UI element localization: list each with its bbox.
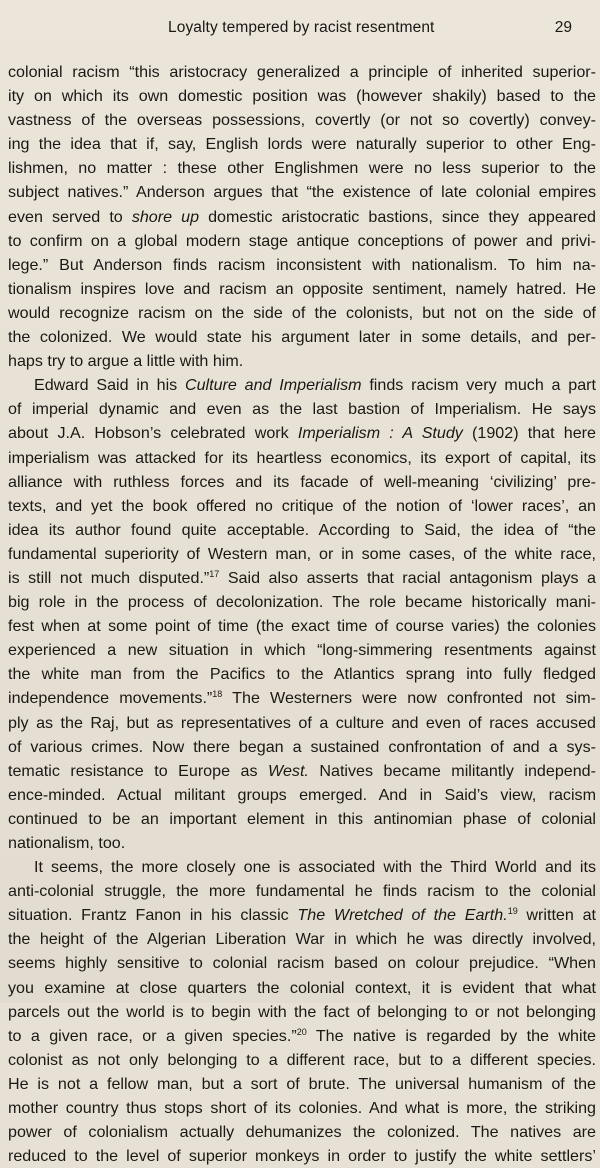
text-line: vastness of the overseas possessions, covertly (or not so covertly) convey-	[8, 111, 596, 130]
text-line	[8, 373, 596, 397]
text-line	[8, 205, 596, 229]
text-line: of various crimes. Now there began a sustained confrontation of and a sys-	[8, 737, 596, 756]
text-line: you examine at close quarters the colonial context, it is evident that what	[8, 978, 596, 997]
page-number: 29	[554, 19, 572, 36]
text-run: Edward Said in his	[34, 376, 185, 395]
text-line: to confirm on a global modern stage antique conceptions of power and privi-	[8, 231, 596, 250]
text-line: texts, and yet the book offered no critique of the notion of ‘lower races’, an	[8, 496, 596, 515]
text-line: anti-colonial struggle, the more fundamental he finds racism to the colonial	[8, 882, 596, 901]
footnote-ref: 17	[209, 568, 220, 579]
text-line: lege.” But Anderson finds racism inconsistent with nationalism. To him na-	[8, 255, 596, 274]
text-run: about J.A. Hobson’s celebrated work	[8, 424, 298, 443]
text-line: colonial racism “this aristocracy generalized a principle of inherited superior-	[8, 63, 596, 81]
text-run: (1902) that here	[462, 424, 596, 443]
text-line	[8, 421, 596, 445]
text-line: haps try to argue a little with him.	[8, 352, 244, 371]
paragraph-2	[8, 373, 596, 855]
text-run: tematic resistance to Europe as	[8, 761, 269, 780]
text-line: of imperial dynamic and even as the last bastion of Imperialism. He says	[8, 400, 596, 419]
text-line	[8, 903, 596, 927]
text-run: to a given race, or a given species.”	[8, 1026, 297, 1045]
body-text	[8, 60, 596, 1168]
text-line: mother country thus stops short of its colonies. And what is more, the striking	[8, 1099, 596, 1118]
text-line: idea its author found quite acceptable. According to Said, the idea of “the	[8, 520, 596, 539]
text-run: is still not much disputed.”	[8, 568, 210, 587]
text-line: imperialism was attacked for its heartless economics, its export of capital, its	[8, 448, 596, 467]
text-line: the colonized. We would state his argument later in some details, and per-	[8, 328, 596, 347]
text-run: The native is regarded by the white	[306, 1026, 596, 1045]
text-line: colonist as not only belonging to a different race, but to a different species.	[8, 1050, 596, 1069]
text-line: continued to be an important element in this antinomian phase of colonial	[8, 809, 596, 828]
text-line: He is not a fellow man, but a sort of brute. The universal humanism of the	[8, 1074, 596, 1093]
text-line: ence-minded. Actual militant groups emerged. And in Said’s view, racism	[8, 785, 596, 804]
text-line: It seems, the more closely one is associated with the Third World and its	[34, 858, 596, 877]
text-line	[8, 686, 596, 710]
paragraph-3	[8, 855, 596, 1168]
italic-title: The Wretched of the Earth.	[297, 906, 508, 925]
text-line	[8, 1024, 596, 1048]
text-line: fundamental superiority of Western man, or in some cases, of the white race,	[8, 544, 596, 563]
paragraph-1	[8, 60, 596, 373]
text-line: lishmen, no matter : these other Englishmen were no less superior to the	[8, 159, 596, 178]
text-run: situation. Frantz Fanon in his classic	[8, 906, 298, 925]
text-line	[8, 566, 596, 590]
text-run: domestic aristocratic bastions, since they appeared	[199, 207, 596, 226]
text-line	[8, 759, 596, 783]
text-line: the height of the Algerian Liberation War in which he was directly involved,	[8, 930, 596, 949]
text-line: ity on which its own domestic position was (however shakily) based to the	[8, 87, 596, 106]
text-run: The Westerners were now confronted not sim-	[222, 689, 596, 708]
text-run: independence movements.”	[8, 689, 213, 708]
italic-phrase: shore up	[131, 207, 200, 226]
text-run: Natives became militantly independ-	[308, 761, 596, 780]
text-line: seems highly sensitive to colonial racism based on colour prejudice. “When	[8, 954, 596, 973]
text-run: written at	[517, 906, 596, 925]
text-line: power of colonialism actually dehumanizes the colonized. The natives are	[8, 1123, 596, 1142]
text-line: tionalism inspires love and racism an opposite sentiment, namely hatred. He	[8, 279, 596, 298]
footnote-ref: 18	[212, 689, 223, 700]
text-line: fest when at some point of time (the exact time of course varies) the colonies	[8, 617, 596, 636]
running-title: Loyalty tempered by racist resentment	[168, 19, 435, 36]
italic-title: Imperialism : A Study	[297, 424, 463, 443]
text-line: subject natives.” Anderson argues that “the existence of late colonial empires	[8, 183, 596, 202]
text-line: ply as the Raj, but as representatives of a culture and even of races accused	[8, 713, 596, 732]
text-run: Said also asserts that racial antagonism plays a	[219, 568, 596, 587]
text-line: alliance with ruthless forces and its facade of well-meaning ‘civilizing’ pre-	[8, 472, 596, 491]
italic-title: Culture and Imperialism	[184, 376, 362, 395]
text-line: parcels out the world is to begin with the fact of belonging to or not belonging	[8, 1002, 596, 1021]
text-line: nationalism, too.	[8, 834, 126, 852]
text-run: even served to	[8, 207, 132, 226]
text-run: finds racism very much a part	[361, 376, 597, 395]
footnote-ref: 20	[296, 1026, 307, 1037]
text-line: would recognize racism on the side of the colonists, but not on the side of	[8, 303, 596, 322]
footnote-ref: 19	[507, 906, 518, 917]
text-line: the white man from the Pacifics to the Atlantics sprang into fully fledged	[8, 665, 596, 684]
text-line: reduced to the level of superior monkeys in order to justify the white settlers’	[8, 1147, 596, 1166]
running-head	[0, 16, 600, 40]
italic-word: West.	[268, 761, 309, 780]
text-line: experienced a new situation in which “long-simmering resentments against	[8, 641, 596, 660]
text-line: ing the idea that if, say, English lords were naturally superior to other Eng-	[8, 135, 596, 154]
text-line: big role in the process of decolonization. The role became historically mani-	[8, 593, 596, 612]
